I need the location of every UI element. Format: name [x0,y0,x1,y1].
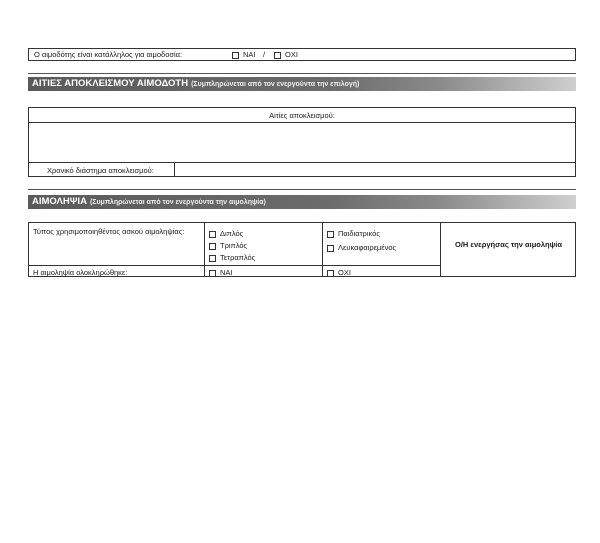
completed-label: Η αιμοληψία ολοκληρώθηκε: [33,268,128,277]
checkbox-icon[interactable] [274,52,281,59]
bag-option-triple[interactable]: Τριπλός [209,241,247,250]
exclusion-table [28,107,576,177]
exclusion-title: ΑΙΤΙΕΣ ΑΠΟΚΛΕΙΣΜΟΥ ΑΙΜΟΔΟΤΗ [32,78,189,89]
checkbox-icon[interactable] [232,52,239,59]
checkbox-icon[interactable] [209,243,216,250]
checkbox-icon[interactable] [327,245,334,252]
suitability-yes-option[interactable]: ΝΑΙ [232,50,256,59]
collection-table [28,222,576,277]
section-divider [28,73,576,74]
collection-header-bar [28,195,576,209]
checkbox-icon[interactable] [209,255,216,262]
checkbox-icon[interactable] [327,231,334,238]
exclusion-period-label: Χρονικό διάστημα αποκλεισμού: [47,166,154,175]
checkbox-icon[interactable] [209,231,216,238]
checkbox-icon[interactable] [327,270,334,277]
checkbox-icon[interactable] [209,270,216,277]
exclusion-subtitle: (Συμπληρώνεται από τον ενεργούντα την επιλογή) [191,81,360,88]
completed-no-option[interactable]: ΟΧΙ [327,268,351,277]
suitability-no-option[interactable]: ΟΧΙ [274,50,298,59]
exclusion-header-bar [28,77,576,91]
suitability-question: Ο αιμοδότης είναι κατάλληλος για αιμοδοσία: [34,50,183,59]
section-divider [28,189,576,190]
exclusion-reasons-label: Αιτίες αποκλεισμού: [269,111,335,120]
bag-option-quadruple[interactable]: Τετραπλός [209,253,255,262]
bag-option-leukoreduced[interactable]: Λευκαφαιρεμένος [327,243,396,252]
table-rule [440,223,441,277]
table-rule [204,223,205,277]
table-rule [322,223,323,277]
collection-title: ΑΙΜΟΛΗΨΙΑ [32,196,87,207]
bag-type-label: Τύπος χρησιμοποιηθέντος ασκού αιμοληψίας: [33,227,185,236]
completed-yes-option[interactable]: ΝΑΙ [209,268,233,277]
bag-option-double[interactable]: Διπλός [209,229,243,238]
exclusion-period-field[interactable] [175,163,575,177]
suitability-separator: / [263,50,266,59]
operator-label: Ο/Η ενεργήσας την αιμοληψία [455,240,562,249]
exclusion-reasons-field[interactable] [29,123,575,162]
collection-subtitle: (Συμπληρώνεται από τον ενεργούντα την αιμοληψία) [89,199,266,206]
suitability-row [28,48,576,61]
table-rule [29,265,440,266]
bag-option-pediatric[interactable]: Παιδιατρικός [327,229,380,238]
